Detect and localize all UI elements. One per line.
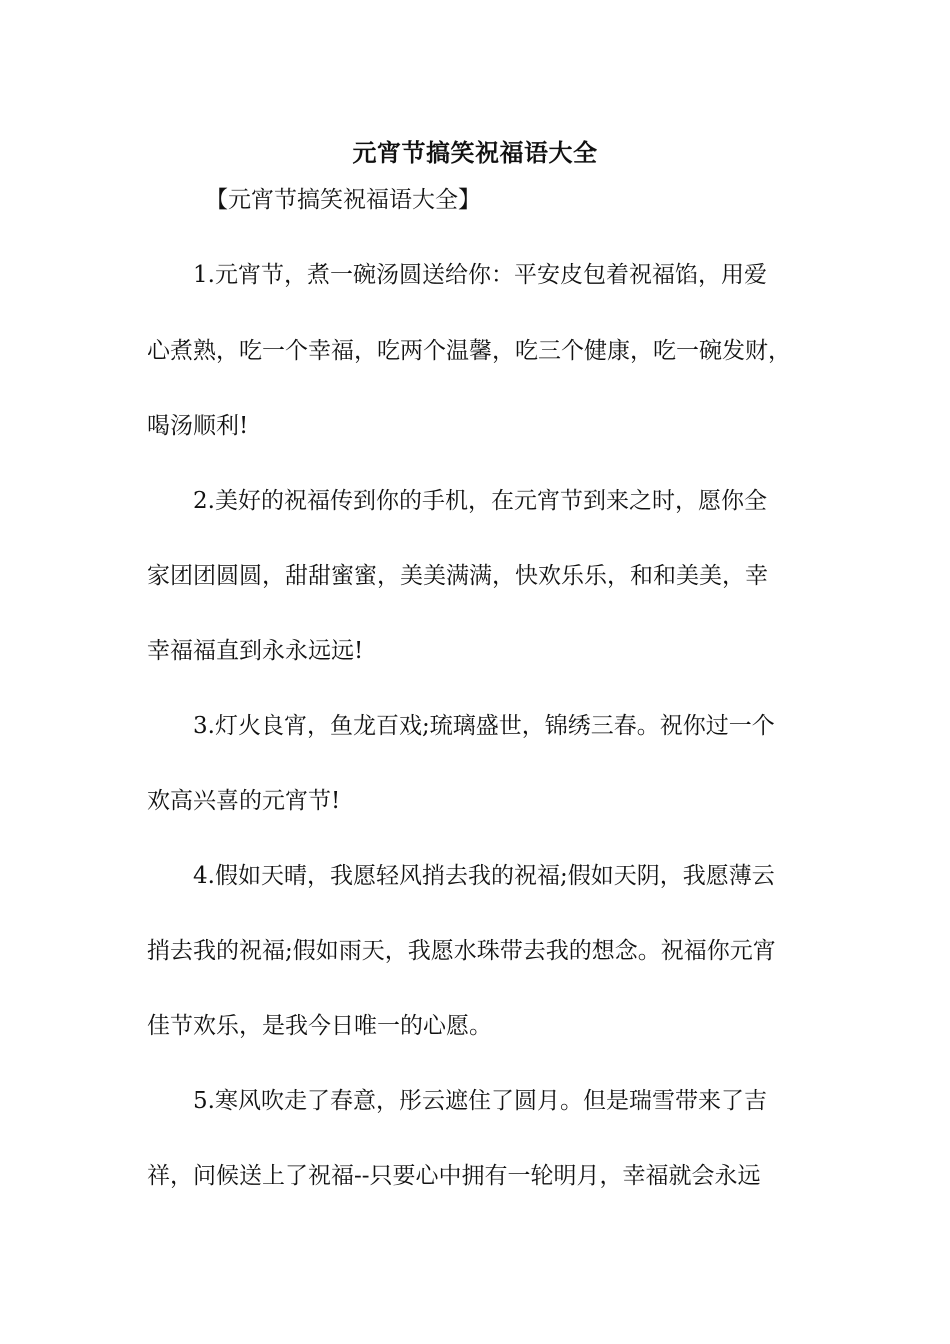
paragraph-2-line-2: 家团团圆圆，甜甜蜜蜜，美美满满，快欢乐乐，和和美美，幸 — [147, 563, 768, 589]
paragraph-2-line-3: 幸福福直到永永远远! — [147, 638, 364, 664]
paragraph-3-line-2: 欢高兴喜的元宵节! — [147, 788, 341, 814]
paragraph-5-line-2: 祥，问候送上了祝福--只要心中拥有一轮明月，幸福就会永远 — [147, 1163, 761, 1189]
paragraph-1-line-2: 心煮熟，吃一个幸福，吃两个温馨，吃三个健康，吃一碗发财， — [147, 338, 791, 364]
paragraph-4-line-2: 捎去我的祝福;假如雨天，我愿水珠带去我的想念。祝福你元宵 — [147, 938, 776, 964]
document-subheading: 【元宵节搞笑祝福语大全】 — [205, 187, 481, 213]
paragraph-4-line-3: 佳节欢乐，是我今日唯一的心愿。 — [147, 1013, 492, 1039]
paragraph-5-line-1: 5.寒风吹走了春意，彤云遮住了圆月。但是瑞雪带来了吉 — [193, 1088, 767, 1114]
paragraph-1-line-1: 1.元宵节，煮一碗汤圆送给你：平安皮包着祝福馅，用爱 — [193, 262, 767, 288]
document-title: 元宵节搞笑祝福语大全 — [352, 139, 598, 167]
paragraph-4-line-1: 4.假如天晴，我愿轻风捎去我的祝福;假如天阴，我愿薄云 — [193, 863, 775, 889]
paragraph-1-line-3: 喝汤顺利! — [147, 413, 249, 439]
paragraph-3-line-1: 3.灯火良宵，鱼龙百戏;琉璃盛世，锦绣三春。祝你过一个 — [193, 713, 775, 739]
paragraph-2-line-1: 2.美好的祝福传到你的手机，在元宵节到来之时，愿你全 — [193, 488, 767, 514]
